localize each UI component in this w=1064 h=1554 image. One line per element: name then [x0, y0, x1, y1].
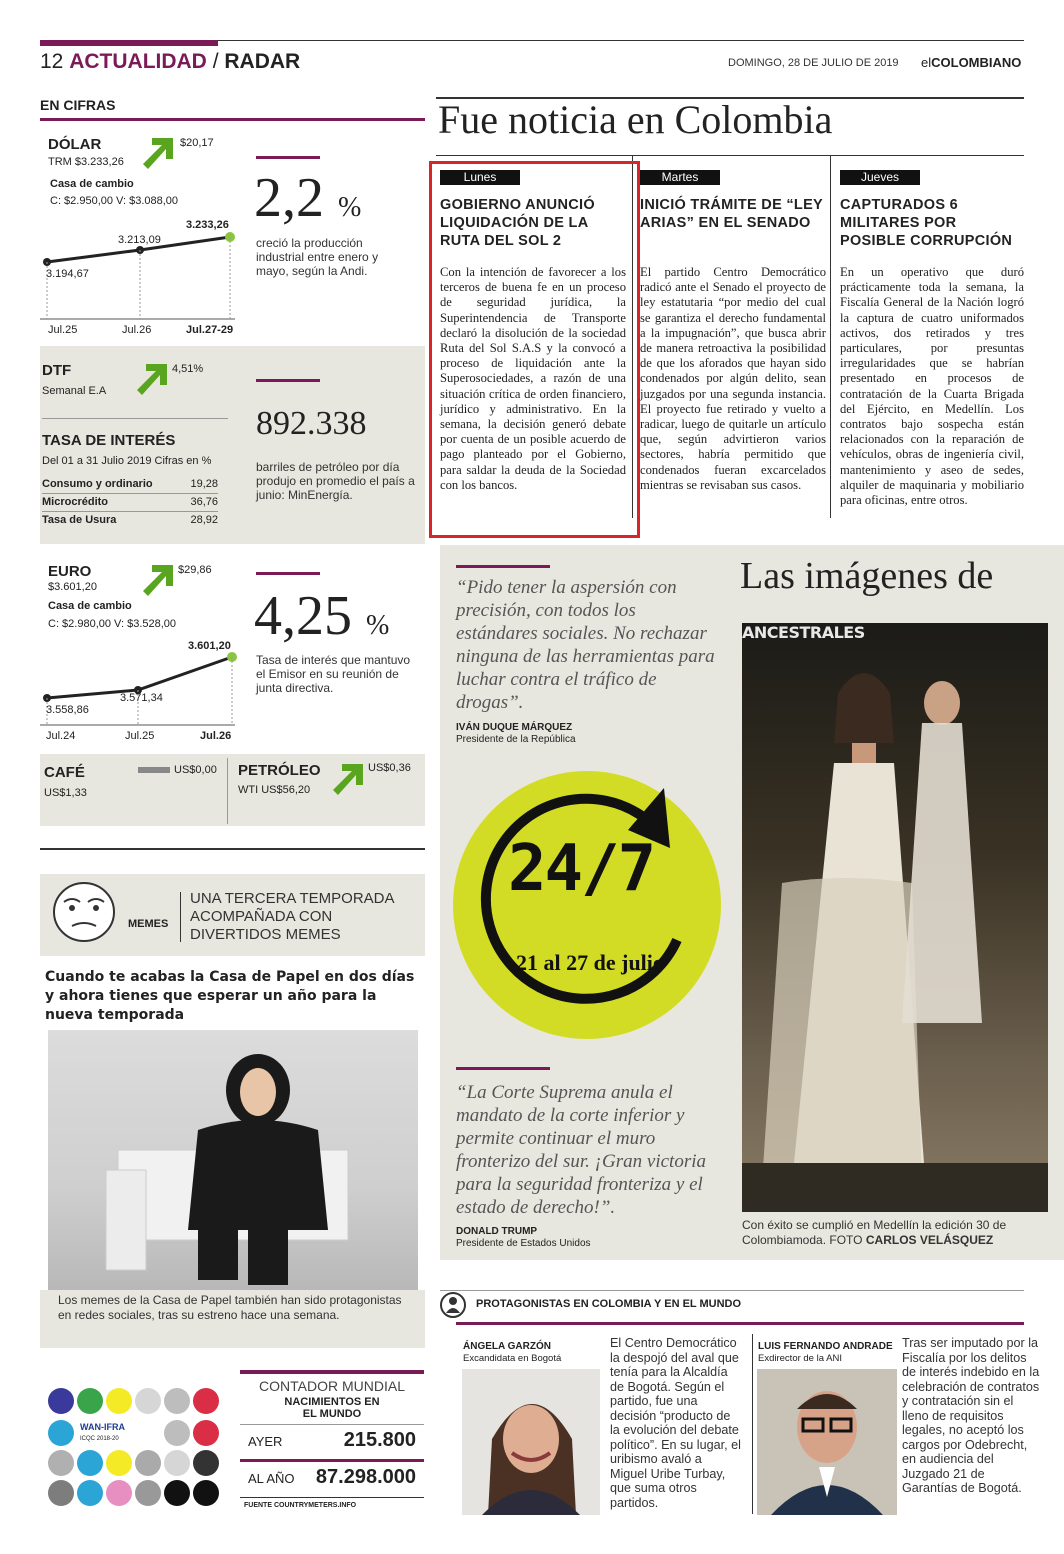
protagonistas-col-divider — [752, 1334, 753, 1514]
brand-prefix: el — [921, 55, 932, 70]
dolar-point-2: 3.213,09 — [118, 234, 161, 246]
page-date: DOMINGO, 28 DE JULIO DE 2019 — [728, 57, 899, 69]
stat2-value: 892.338 — [256, 405, 367, 442]
dolar-up-arrow-icon — [140, 135, 176, 176]
euro-change: $29,86 — [178, 564, 212, 576]
news-head-lunes: GOBIERNO ANUNCIÓ LIQUIDACIÓN DE LA RUTA DEL SOL 2 — [440, 197, 595, 249]
protagonista2-photo — [757, 1369, 897, 1515]
page-number: 12 — [40, 50, 64, 73]
cafe-change: US$0,00 — [174, 764, 217, 776]
meme-text: Cuando te acabas la Casa de Papel en dos días y ahora tienes que esperar un año para la nueva temporada — [45, 969, 415, 1023]
quote1-text: “Pido tener la aspersión con precisión, con todos los estándares sociales. No rechazar ninguna de las herramientas para luchar contra el tráfico de drogas”. — [456, 577, 715, 713]
euro-label: EURO — [48, 563, 92, 580]
header-accent-bar — [40, 40, 218, 46]
dolar-date-1: Jul.25 — [48, 324, 78, 336]
stat3-text: Tasa de interés que mantuvo el Emisor en su reunión de junta directiva. — [256, 653, 411, 695]
commodities-divider — [227, 758, 228, 824]
euro-price: $3.601,20 — [48, 581, 97, 593]
quote2-text: “La Corte Suprema anula el mandato de la corte inferior y permite continuar el muro fronterizo del sur. ¡Gran victoria para la seguridad fronteriza y el estado de derecho!”. — [456, 1082, 706, 1218]
dolar-label: DÓLAR — [48, 136, 102, 153]
quote1-rule — [456, 565, 550, 568]
dtf-up-arrow-icon — [134, 361, 170, 402]
week-badge — [452, 770, 722, 1040]
petroleo-price: WTI US$56,20 — [238, 784, 311, 796]
euro-date-1: Jul.24 — [46, 730, 76, 742]
euro-point-2: 3.571,34 — [120, 692, 163, 704]
stat3-rule — [256, 572, 320, 575]
stat2-text: barriles de petróleo por día produjo en promedio el país a junio: MinEnergía. — [256, 460, 415, 502]
cafe-label: CAFÉ — [44, 764, 85, 781]
contador-source: FUENTE COUNTRYMETERS.INFO — [244, 1502, 357, 1509]
quote2-author: DONALD TRUMP — [456, 1226, 538, 1237]
news-body-martes: El partido Centro Democrático radicó ante el Senado el proyecto de ley estatutaria “por medio del cual se garantiza el derecho fundamental a la impugnación”, que busca abrir de manera retroactiva la posibilidad de que los aforados que hayan sido condenados por algún delito, sean juzgados por una segunda instancia. El proyecto fue retirado y vuelto a radicar, luego de quitarle un artículo que, según advirtieron varios sectores, habría permitido que condenados fueran excarcelados mientras se revisaban sus casos. — [640, 265, 826, 492]
contador-ayer-label: AYER — [248, 1434, 283, 1449]
dtf-sub: Semanal E.A — [42, 385, 107, 397]
contador-ano-value: 87.298.000 — [315, 1466, 416, 1488]
stat1-rule — [256, 156, 320, 159]
interes-table — [42, 476, 218, 530]
memes-headline: UNA TERCERA TEMPORADA ACOMPAÑADA CON DIVERTIDOS MEMES — [190, 890, 394, 943]
cifras-title: EN CIFRAS — [40, 97, 116, 113]
news-body-jueves: En un operativo que duró prácticamente toda la semana, la Fiscalía General de la Nación logró la captura de cuatro uniformados activos, dos retirados y tres particulares, por presuntas irregularidades que se habrían presentado en procesos de contratación de la Cuarta Brigada del Ejército, en Medellín. Los contratos bajo sospecha están relacionados con la reparación de vehículos, obras de ingeniería civil, mantenimiento y aseo de sedes, alquiler de maquinaria y mobiliario para oficinas, entre otros. — [840, 265, 1024, 508]
euro-point-1: 3.558,86 — [46, 704, 89, 716]
contador-sub: NACIMIENTOS EN EL MUNDO — [284, 1396, 380, 1420]
contador-ano-label: AL AÑO — [248, 1471, 295, 1486]
contador-ano-row — [240, 1462, 424, 1496]
dolar-trm: TRM $3.233,26 — [48, 156, 124, 168]
week-badge-main: 24/7 — [508, 832, 655, 906]
protagonista1-role: Excandidata en Bogotá — [463, 1353, 562, 1364]
euro-point-3: 3.601,20 — [188, 640, 231, 652]
quote1-role: Presidente de la República — [456, 734, 576, 745]
quote1-author: IVÁN DUQUE MÁRQUEZ — [456, 722, 573, 733]
memes-top-rule — [40, 848, 425, 850]
noticia-col-divider-2 — [830, 156, 831, 518]
color-registration-bar — [40, 1378, 230, 1512]
page-header — [40, 50, 300, 74]
section-separator: / — [212, 50, 219, 73]
cafe-flat-bar-icon — [138, 767, 170, 773]
dolar-point-1: 3.194,67 — [46, 268, 89, 280]
euro-up-arrow-icon — [140, 562, 176, 603]
euro-date-3: Jul.26 — [200, 730, 232, 742]
dtf-divider — [42, 418, 228, 419]
contador-ayer-value: 215.800 — [343, 1429, 416, 1451]
section-name: ACTUALIDAD — [69, 50, 207, 73]
cafe-price: US$1,33 — [44, 787, 87, 799]
stat3-value: 4,25 % — [254, 585, 390, 647]
day-tag-jueves: Jueves — [840, 170, 920, 185]
runway-photo — [742, 623, 1048, 1212]
petroleo-label: PETRÓLEO — [238, 762, 321, 779]
protagonista2-text: Tras ser imputado por la Fiscalía por los delitos de interés indebido en la celebración de contratos y contratación sin el lleno de requisitos legales, no aceptó los cargos por Odebrecht, en audiencia del Juzgado 21 de Garantías de Bogotá. — [902, 1336, 1040, 1495]
protagonistas-rule — [440, 1290, 1024, 1291]
interes-row: Microcrédito 36,76 — [42, 494, 218, 512]
protagonistas-divider — [456, 1322, 1024, 1325]
cifras-title-rule — [40, 118, 425, 121]
noticia-title-rule — [436, 155, 1024, 156]
interes-row: Consumo y ordinario 19,28 — [42, 476, 218, 494]
runway-caption: Con éxito se cumplió en Medellín la edición 30 de Colombiamoda. FOTO CARLOS VELÁSQUEZ — [742, 1218, 1007, 1247]
contador-top-rule — [240, 1370, 424, 1374]
dolar-date-3: Jul.27-29 — [186, 324, 234, 336]
dolar-casa: Casa de cambio — [50, 178, 134, 190]
news-head-martes: INICIÓ TRÁMITE DE “LEY ARIAS” EN EL SENADO — [640, 197, 823, 231]
stat1-value: 2,2 % — [254, 167, 362, 229]
wan-ifra-logo: WAN-IFRA — [80, 1422, 125, 1432]
brand-logo — [921, 55, 1021, 70]
day-tag-martes: Martes — [640, 170, 720, 185]
stat2-rule — [256, 379, 320, 382]
meme-photo — [48, 1030, 418, 1290]
petroleo-change: US$0,36 — [368, 762, 411, 774]
meme-face-icon — [48, 878, 120, 949]
protagonista2-name: LUIS FERNANDO ANDRADE — [758, 1341, 893, 1352]
protagonista2-role: Exdirector de la ANI — [758, 1353, 842, 1364]
wan-ifra-sub: ICQC 2018-20 — [80, 1436, 119, 1442]
dolar-date-2: Jul.26 — [122, 324, 152, 336]
quote2-rule — [456, 1067, 550, 1070]
dolar-cv: C: $2.950,00 V: $3.088,00 — [50, 195, 179, 207]
subsection-name: RADAR — [224, 50, 301, 73]
stat1-text: creció la producción industrial entre enero y mayo, según la Andi. — [256, 236, 379, 278]
dolar-point-3: 3.233,26 — [186, 219, 229, 231]
person-icon — [440, 1292, 466, 1323]
week-badge-range: 21 al 27 de julio — [516, 950, 664, 975]
dtf-label: DTF — [42, 362, 72, 379]
contador-title: CONTADOR MUNDIAL — [259, 1378, 405, 1394]
euro-cv: C: $2.980,00 V: $3.528,00 — [48, 618, 177, 630]
protagonista1-name: ÁNGELA GARZÓN — [463, 1341, 551, 1352]
protagonista1-text: El Centro Democrático la despojó del aval que tenía para la Alcaldía de Bogotá. Según el partido, fue una decisión “producto de la evolución del debate político”. En su lugar, el uribismo avaló a Miguel Uribe Turbay, que suma otros partidos. — [610, 1336, 741, 1510]
dtf-change: 4,51% — [172, 363, 204, 375]
memes-tag: MEMES — [128, 918, 169, 930]
interes-row: Tasa de Usura 28,92 — [42, 514, 218, 526]
day-tag-lunes: Lunes — [440, 170, 520, 185]
quote2-role: Presidente de Estados Unidos — [456, 1238, 591, 1249]
dolar-change: $20,17 — [180, 137, 214, 149]
euro-casa: Casa de cambio — [48, 600, 132, 612]
memes-tag-divider — [180, 892, 181, 942]
brand-name: COLOMBIANO — [931, 55, 1022, 70]
meme-caption: Los memes de la Casa de Papel también han sido protagonistas en redes sociales, tras su estreno hace una semana. — [58, 1293, 402, 1322]
contador-ayer-row — [240, 1424, 424, 1458]
noticia-title: Fue noticia en Colombia — [438, 97, 833, 142]
petroleo-up-arrow-icon — [330, 761, 366, 802]
news-body-lunes: Con la intención de favorecer a los terceros de buena fe en un proceso de seguridad jurídica, la Superintendencia de Transporte declaró la disolución de la sociedad Ruta del Sol S.A.S y la convocó a proceso de liquidación ante la Superosociedades, a razón de una situación crítica de orden financiero, jurídico y administrativo. En la semana, la decisión generó debate por cuenta de un posible acuerdo de pago planteado por el Gobierno, para saldar la deuda de la Sociedad con los bancos. — [440, 265, 626, 492]
protagonista1-photo — [462, 1369, 600, 1515]
protagonistas-title: PROTAGONISTAS EN COLOMBIA Y EN EL MUNDO — [476, 1298, 742, 1310]
imagenes-title: Las imágenes de — [740, 555, 994, 597]
contador-bottom-rule — [240, 1497, 424, 1498]
runway-banner: ANCESTRALES — [742, 623, 865, 642]
news-head-jueves: CAPTURADOS 6 MILITARES POR POSIBLE CORRUPCIÓN — [840, 197, 1013, 249]
euro-date-2: Jul.25 — [125, 730, 155, 742]
interes-title: TASA DE INTERÉS — [42, 432, 176, 449]
interes-sub: Del 01 a 31 Julio 2019 Cifras en % — [42, 455, 212, 467]
